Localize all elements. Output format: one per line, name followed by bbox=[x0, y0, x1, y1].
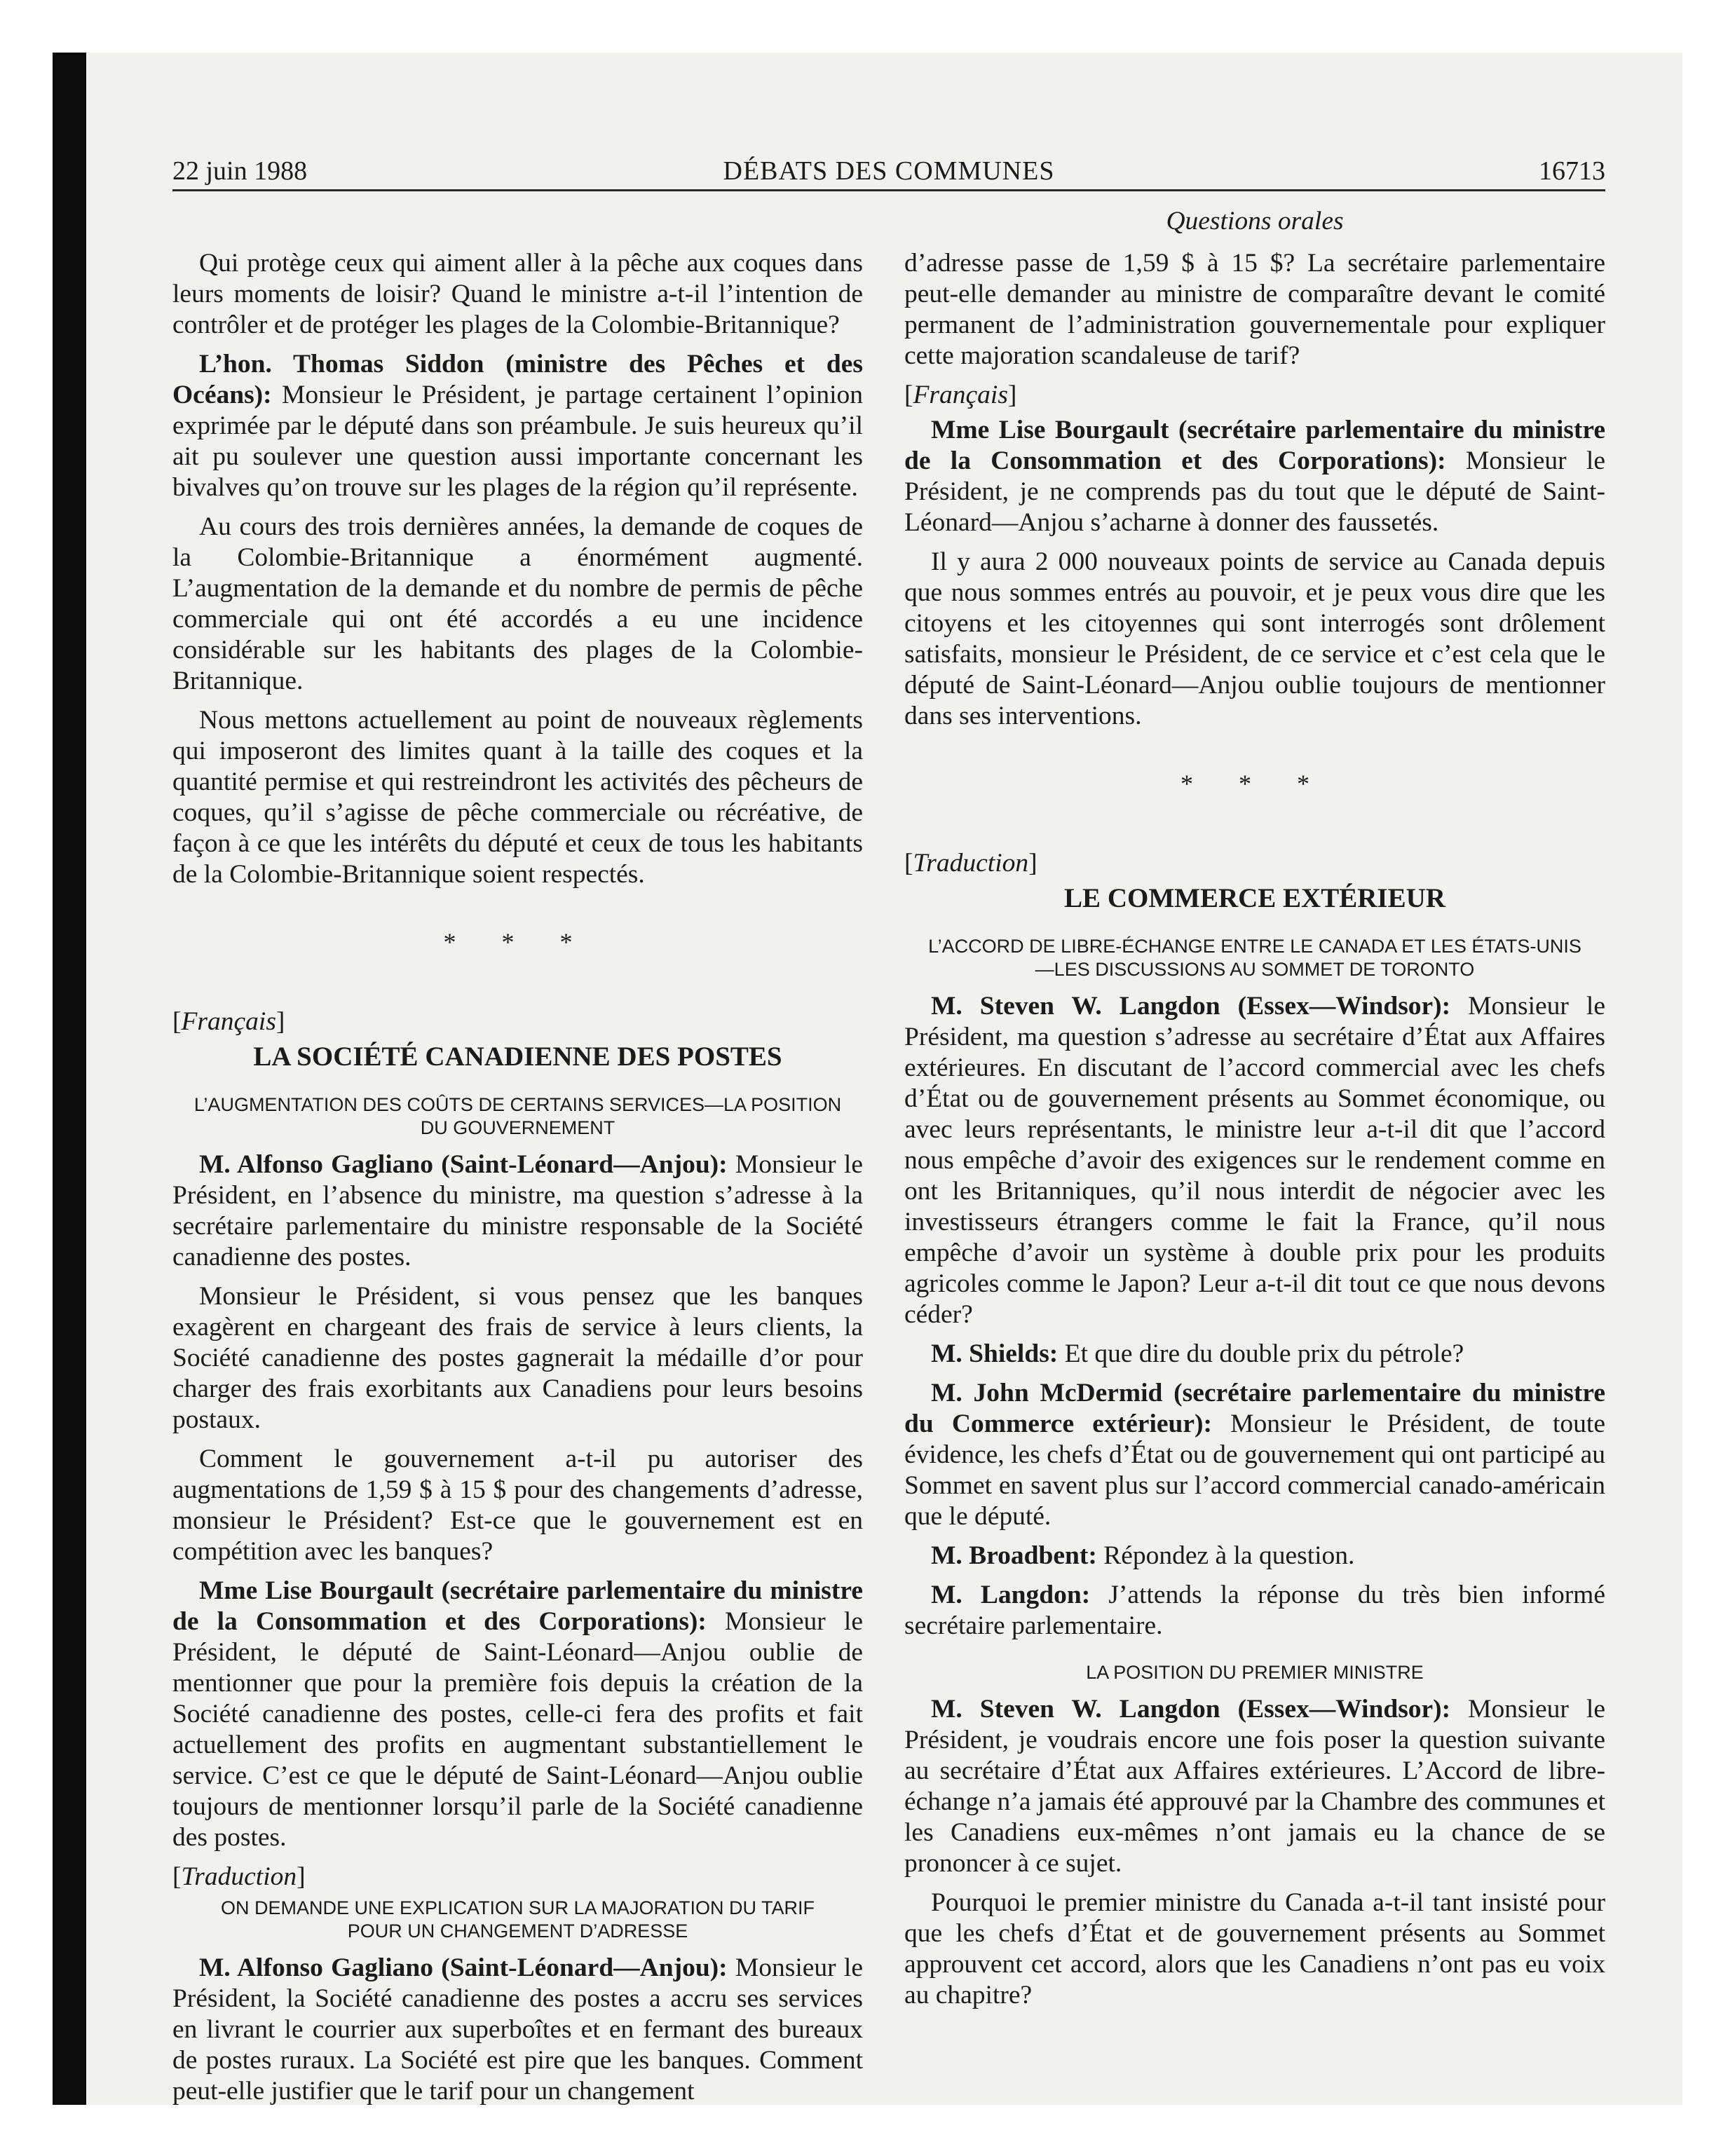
language-note: [Traduction] bbox=[172, 1862, 306, 1891]
speech bbox=[904, 1541, 1605, 1571]
header-title: DÉBATS DES COMMUNES bbox=[723, 156, 1055, 186]
speaker-name: Mme Lise Bourgault (secrétaire parlementaire du ministre de la Consommation et des Corporations): bbox=[904, 416, 1605, 475]
subheading: L’ACCORD DE LIBRE-ÉCHANGE ENTRE LE CANADA ET LES ÉTATS-UNIS—LES DISCUSSIONS AU SOMMET DE TORONTO bbox=[928, 936, 1581, 980]
language-note-text: Français bbox=[181, 1007, 276, 1036]
speech bbox=[904, 415, 1605, 538]
speaker-name: M. John McDermid (secrétaire parlementaire du ministre du Commerce extérieur): bbox=[904, 1379, 1605, 1438]
speaker-name: Mme Lise Bourgault (secrétaire parlementaire du ministre de la Consommation et des Corporations): bbox=[172, 1576, 863, 1636]
speaker-name: M. Steven W. Langdon (Essex—Windsor): bbox=[931, 1695, 1451, 1724]
speech bbox=[172, 349, 863, 503]
speech-text: Monsieur le Président, je partage certainent l’opinion exprimée par le député dans son préambule. Je suis heureux qu’il ait pu soulever une question aussi importante concernant les bivalves qu’on trouve sur les plages de la région qu’il représente. bbox=[172, 381, 863, 502]
subheading: ON DEMANDE UNE EXPLICATION SUR LA MAJORATION DU TARIF POUR UN CHANGEMENT D’ADRESSE bbox=[220, 1897, 815, 1942]
header-page-number: 16713 bbox=[1539, 156, 1605, 186]
speaker-name: M. Shields: bbox=[931, 1339, 1059, 1368]
language-note: [Traduction] bbox=[904, 849, 1037, 878]
paragraph: Qui protège ceux qui aiment aller à la pêche aux coques dans leurs moments de loisir? Quand le ministre a-t-il l’intention de contrôler et de protéger les plages de la Colombie-Britannique? bbox=[172, 249, 863, 339]
language-note: [Français] bbox=[172, 1007, 285, 1036]
section-separator: * * * bbox=[443, 928, 592, 956]
speech-text: J’attends la réponse du très bien informé secrétaire parlementaire. bbox=[904, 1581, 1605, 1640]
speech bbox=[172, 1953, 863, 2107]
speech bbox=[172, 1149, 863, 1273]
speech bbox=[904, 1339, 1605, 1370]
speech-text: Monsieur le Président, ma question s’adresse au secrétaire d’État aux Affaires extérieures. En discutant de l’accord commercial avec les chefs d’État ou de gouvernement présents au Sommet économique, ou avec leurs représentants, le ministre leur a-t-il dit que l’accord nous empêche d’avoir des exigences sur le rendement comme en ont les Britanniques, qu’il nous interdit de négocier avec les investisseurs étrangers comme le fait la France, qu’il nous empêche d’avoir un système à double prix pour les produits agricoles comme le Japon? Leur a-t-il dit tout ce que nous devons céder? bbox=[904, 992, 1605, 1329]
speech-text: Monsieur le Président, la Société canadienne des postes a accru ses services en livrant le courrier aux superboîtes et en fermant des bureaux de postes ruraux. La Société est pire que les banques. Comment peut-elle justifier que le tarif pour un changement bbox=[172, 1953, 863, 2106]
paragraph: Il y aura 2 000 nouveaux points de service au Canada depuis que nous sommes entrés au pouvoir, et je peux vous dire que les citoyens et les citoyennes qui sont interrogés sont drôlement satisfaits, monsieur le Président, de ce service et c’est cela que le député de Saint-Léonard—Anjou oublie toujours de mentionner dans ses interventions. bbox=[904, 547, 1605, 730]
speaker-name: M. Broadbent: bbox=[931, 1541, 1097, 1570]
page-header bbox=[172, 153, 1605, 191]
section-separator: * * * bbox=[1181, 770, 1329, 798]
right-column bbox=[904, 248, 1605, 2019]
paragraph: Monsieur le Président, si vous pensez que les banques exagèrent en chargeant des frais de service à leurs clients, la Société canadienne des postes gagnerait la médaille d’or pour charger des frais exorbitants aux Canadiens pour leurs besoins postaux. bbox=[172, 1282, 863, 1434]
subheading: LA POSITION DU PREMIER MINISTRE bbox=[1086, 1662, 1424, 1683]
paragraph: d’adresse passe de 1,59 $ à 15 $? La secrétaire parlementaire peut-elle demander au ministre de comparaître devant le comité permanent de l’administration gouvernementale pour expliquer cette majoration scandaleuse de tarif? bbox=[904, 249, 1605, 370]
language-note: [Français] bbox=[904, 381, 1017, 409]
paragraph: Pourquoi le premier ministre du Canada a-t-il tant insisté pour que les chefs d’État et de gouvernement présents au Sommet approuvent cet accord, alors que les Canadiens n’ont pas eu voix au chapitre? bbox=[904, 1888, 1605, 2010]
paragraph: Nous mettons actuellement au point de nouveaux règlements qui imposeront des limites quant à la taille des coques et la quantité permise et qui restreindront les activités des pêcheurs de coques, qu’il s’agisse de pêche commerciale ou récréative, de façon à ce que les intérêts du député et ceux de tous les habitants de la Colombie-Britannique soient respectés. bbox=[172, 706, 863, 889]
speech bbox=[172, 1576, 863, 1853]
speaker-name: M. Alfonso Gagliano (Saint-Léonard—Anjou): bbox=[199, 1150, 728, 1179]
paragraph: Comment le gouvernement a-t-il pu autoriser des augmentations de 1,59 $ à 15 $ pour des changements d’adresse, monsieur le Président? Est-ce que le gouvernement est en compétition avec les banques? bbox=[172, 1445, 863, 1566]
speech bbox=[904, 1694, 1605, 1879]
paragraph: Au cours des trois dernières années, la demande de coques de la Colombie-Britannique a énormément augmenté. L’augmentation de la demande et du nombre de permis de pêche commerciale qui ont été accordés a eu une incidence considérable sur les habitants des plages de la Colombie-Britannique. bbox=[172, 512, 863, 695]
speech-text: Monsieur le Président, je ne comprends pas du tout que le député de Saint-Léonard—Anjou s’acharne à donner des faussetés. bbox=[904, 446, 1605, 537]
speaker-name: M. Langdon: bbox=[931, 1581, 1091, 1609]
language-note-text: Traduction bbox=[913, 849, 1029, 878]
speaker-name: L’hon. Thomas Siddon (ministre des Pêches et des Océans): bbox=[172, 350, 863, 409]
section-title: LE COMMERCE EXTÉRIEUR bbox=[1064, 883, 1445, 913]
section-title: LA SOCIÉTÉ CANADIENNE DES POSTES bbox=[253, 1042, 782, 1072]
speech-text: Monsieur le Président, en l’absence du ministre, ma question s’adresse à la secrétaire parlementaire du ministre responsable de la Société canadienne des postes. bbox=[172, 1150, 863, 1271]
left-column bbox=[172, 248, 863, 2115]
language-note-text: Traduction bbox=[181, 1862, 297, 1891]
speech-text: Monsieur le Président, je voudrais encore une fois poser la question suivante au secrétaire d’État aux Affaires extérieures. L’Accord de libre-échange n’a jamais été approuvé par la Chambre des communes et les Canadiens eux-mêmes n’ont jamais eu la chance de se prononcer à ce sujet. bbox=[904, 1695, 1605, 1878]
speech-text: Monsieur le Président, de toute évidence, les chefs d’État ou de gouvernement qui ont participé au Sommet en savent plus sur l’accord commercial canado-américain que le député. bbox=[904, 1410, 1605, 1531]
speech bbox=[904, 1378, 1605, 1532]
speech bbox=[904, 991, 1605, 1330]
speech-text: Et que dire du double prix du pétrole? bbox=[1058, 1339, 1464, 1368]
speech-text: Monsieur le Président, le député de Saint-Léonard—Anjou oublie de mentionner que pour la première fois depuis la création de la Société canadienne des postes, celle-ci fera des profits et fait actuellement des profits en augmentant substantiellement le service. C’est ce que le député de Saint-Léonard—Anjou oublie toujours de mentionner lorsqu’il parle de la Société canadienne des postes. bbox=[172, 1607, 863, 1852]
running-head: Questions orales bbox=[1166, 207, 1344, 236]
language-note-text: Français bbox=[913, 381, 1008, 409]
speech bbox=[904, 1580, 1605, 1642]
speaker-name: M. Alfonso Gagliano (Saint-Léonard—Anjou): bbox=[199, 1953, 728, 1982]
scan-dark-edge bbox=[53, 53, 86, 2105]
speaker-name: M. Steven W. Langdon (Essex—Windsor): bbox=[931, 992, 1451, 1021]
header-date: 22 juin 1988 bbox=[172, 156, 308, 186]
subheading: L’AUGMENTATION DES COÛTS DE CERTAINS SERVICES—LA POSITION DU GOUVERNEMENT bbox=[193, 1094, 842, 1138]
speech-text: Répondez à la question. bbox=[1096, 1541, 1355, 1570]
